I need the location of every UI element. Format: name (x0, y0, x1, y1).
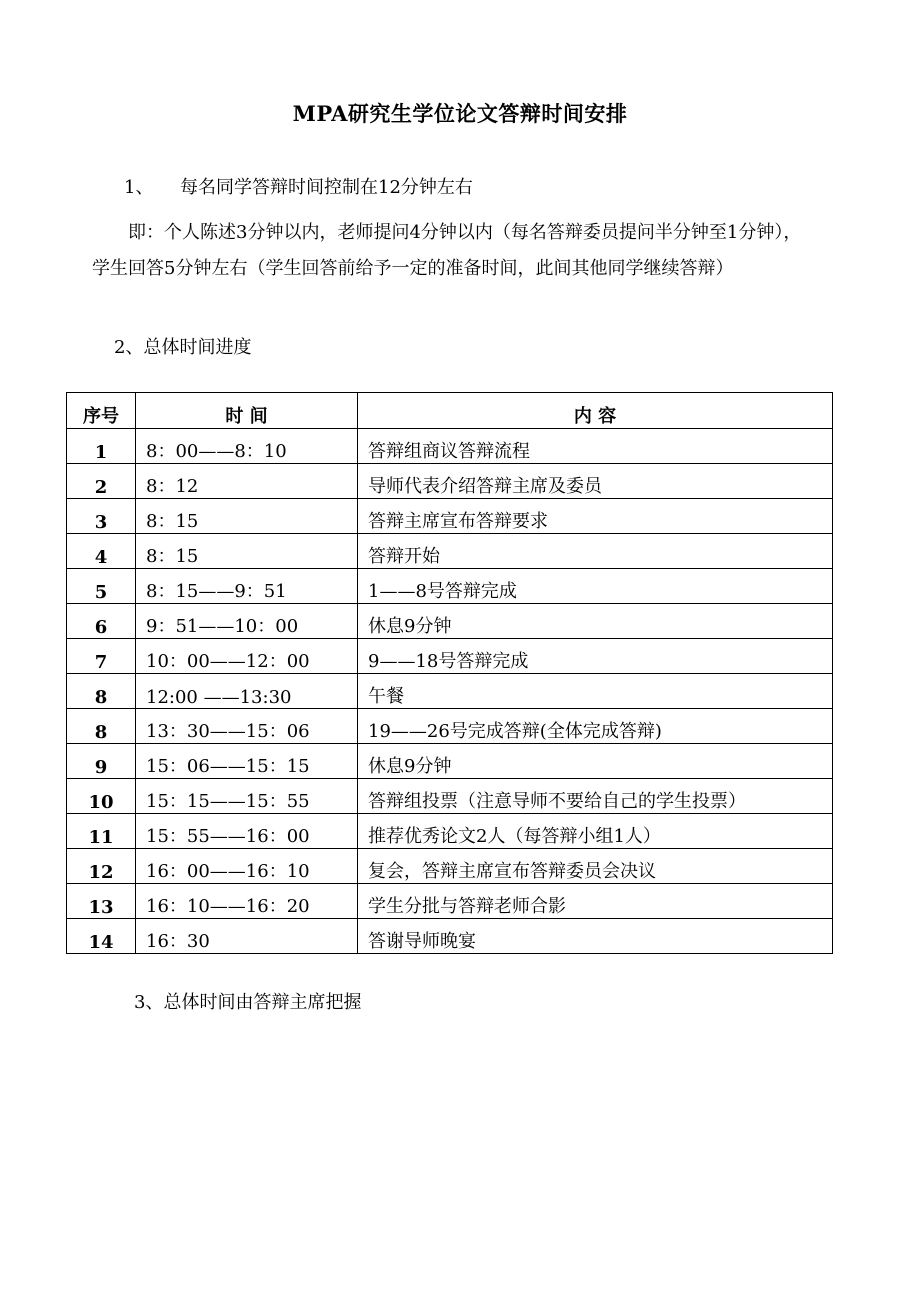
row-content-cell: 复会，答辩主席宣布答辩委员会决议 (358, 849, 833, 884)
row-content-cell: 答辩组商议答辩流程 (358, 429, 833, 464)
timing-explanation-paragraph: 即：个人陈述3分钟以内，老师提问4分钟以内（每名答辩委员提问半分钟至1分钟），学生回答5分钟左右（学生回答前给予一定的准备时间，此间其他同学继续答辩） (92, 222, 802, 279)
row-content-cell: 答辩开始 (358, 534, 833, 569)
row-content-cell: 学生分批与答辩老师合影 (358, 884, 833, 919)
row-time-cell: 8：15 (136, 534, 358, 569)
row-number-cell: 7 (67, 639, 136, 674)
row-number-cell: 10 (67, 779, 136, 814)
row-content-cell: 休息9分钟 (358, 604, 833, 639)
row-number-cell: 3 (67, 499, 136, 534)
row-content-cell: 答辩主席宣布答辩要求 (358, 499, 833, 534)
row-time-cell: 8：15 (136, 499, 358, 534)
table-row (67, 849, 833, 884)
row-time-cell: 8：12 (136, 464, 358, 499)
table-row (67, 814, 833, 849)
row-number-cell: 8 (67, 709, 136, 744)
row-time-cell: 8：00——8：10 (136, 429, 358, 464)
row-time-cell: 12:00 ——13:30 (136, 674, 358, 709)
row-number-cell: 12 (67, 849, 136, 884)
header-time: 时 间 (136, 393, 358, 429)
header-content: 内 容 (358, 393, 833, 429)
table-row (67, 499, 833, 534)
table-row (67, 744, 833, 779)
table-row (67, 464, 833, 499)
row-time-cell: 8：15——9：51 (136, 569, 358, 604)
schedule-body (67, 429, 833, 954)
row-number-cell: 1 (67, 429, 136, 464)
row-content-cell: 答谢导师晚宴 (358, 919, 833, 954)
row-content-cell: 1——8号答辩完成 (358, 569, 833, 604)
schedule-table (66, 392, 833, 954)
row-number-cell: 9 (67, 744, 136, 779)
table-row (67, 429, 833, 464)
table-row (67, 534, 833, 569)
row-number-cell: 5 (67, 569, 136, 604)
section-2-heading: 2、总体时间进度 (114, 337, 252, 358)
document-title: MPA研究生学位论文答辩时间安排 (292, 101, 628, 126)
table-row (67, 639, 833, 674)
row-content-cell: 导师代表介绍答辩主席及委员 (358, 464, 833, 499)
table-row (67, 919, 833, 954)
table-row (67, 604, 833, 639)
table-row (67, 569, 833, 604)
row-time-cell: 10：00——12：00 (136, 639, 358, 674)
section-1-text: 每名同学答辩时间控制在12分钟左右 (180, 177, 473, 198)
table-row (67, 884, 833, 919)
row-content-cell: 答辩组投票（注意导师不要给自己的学生投票） (358, 779, 833, 814)
row-time-cell: 15：06——15：15 (136, 744, 358, 779)
row-time-cell: 13：30——15：06 (136, 709, 358, 744)
row-time-cell: 16：30 (136, 919, 358, 954)
row-number-cell: 6 (67, 604, 136, 639)
row-time-cell: 15：55——16：00 (136, 814, 358, 849)
row-content-cell: 推荐优秀论文2人（每答辩小组1人） (358, 814, 833, 849)
row-time-cell: 16：10——16：20 (136, 884, 358, 919)
section-3-text: 3、总体时间由答辩主席把握 (134, 992, 362, 1013)
row-time-cell: 9：51——10：00 (136, 604, 358, 639)
row-number-cell: 4 (67, 534, 136, 569)
table-row (67, 779, 833, 814)
row-number-cell: 11 (67, 814, 136, 849)
row-time-cell: 15：15——15：55 (136, 779, 358, 814)
row-content-cell: 休息9分钟 (358, 744, 833, 779)
table-header-row (67, 393, 833, 429)
row-content-cell: 9——18号答辩完成 (358, 639, 833, 674)
row-content-cell: 19——26号完成答辩(全体完成答辩) (358, 709, 833, 744)
row-number-cell: 13 (67, 884, 136, 919)
table-row (67, 709, 833, 744)
row-number-cell: 14 (67, 919, 136, 954)
section-1-number: 1、 (124, 177, 154, 198)
row-content-cell: 午餐 (358, 674, 833, 709)
row-number-cell: 2 (67, 464, 136, 499)
table-row (67, 674, 833, 709)
row-number-cell: 8 (67, 674, 136, 709)
header-no: 序号 (67, 393, 136, 429)
row-time-cell: 16：00——16：10 (136, 849, 358, 884)
